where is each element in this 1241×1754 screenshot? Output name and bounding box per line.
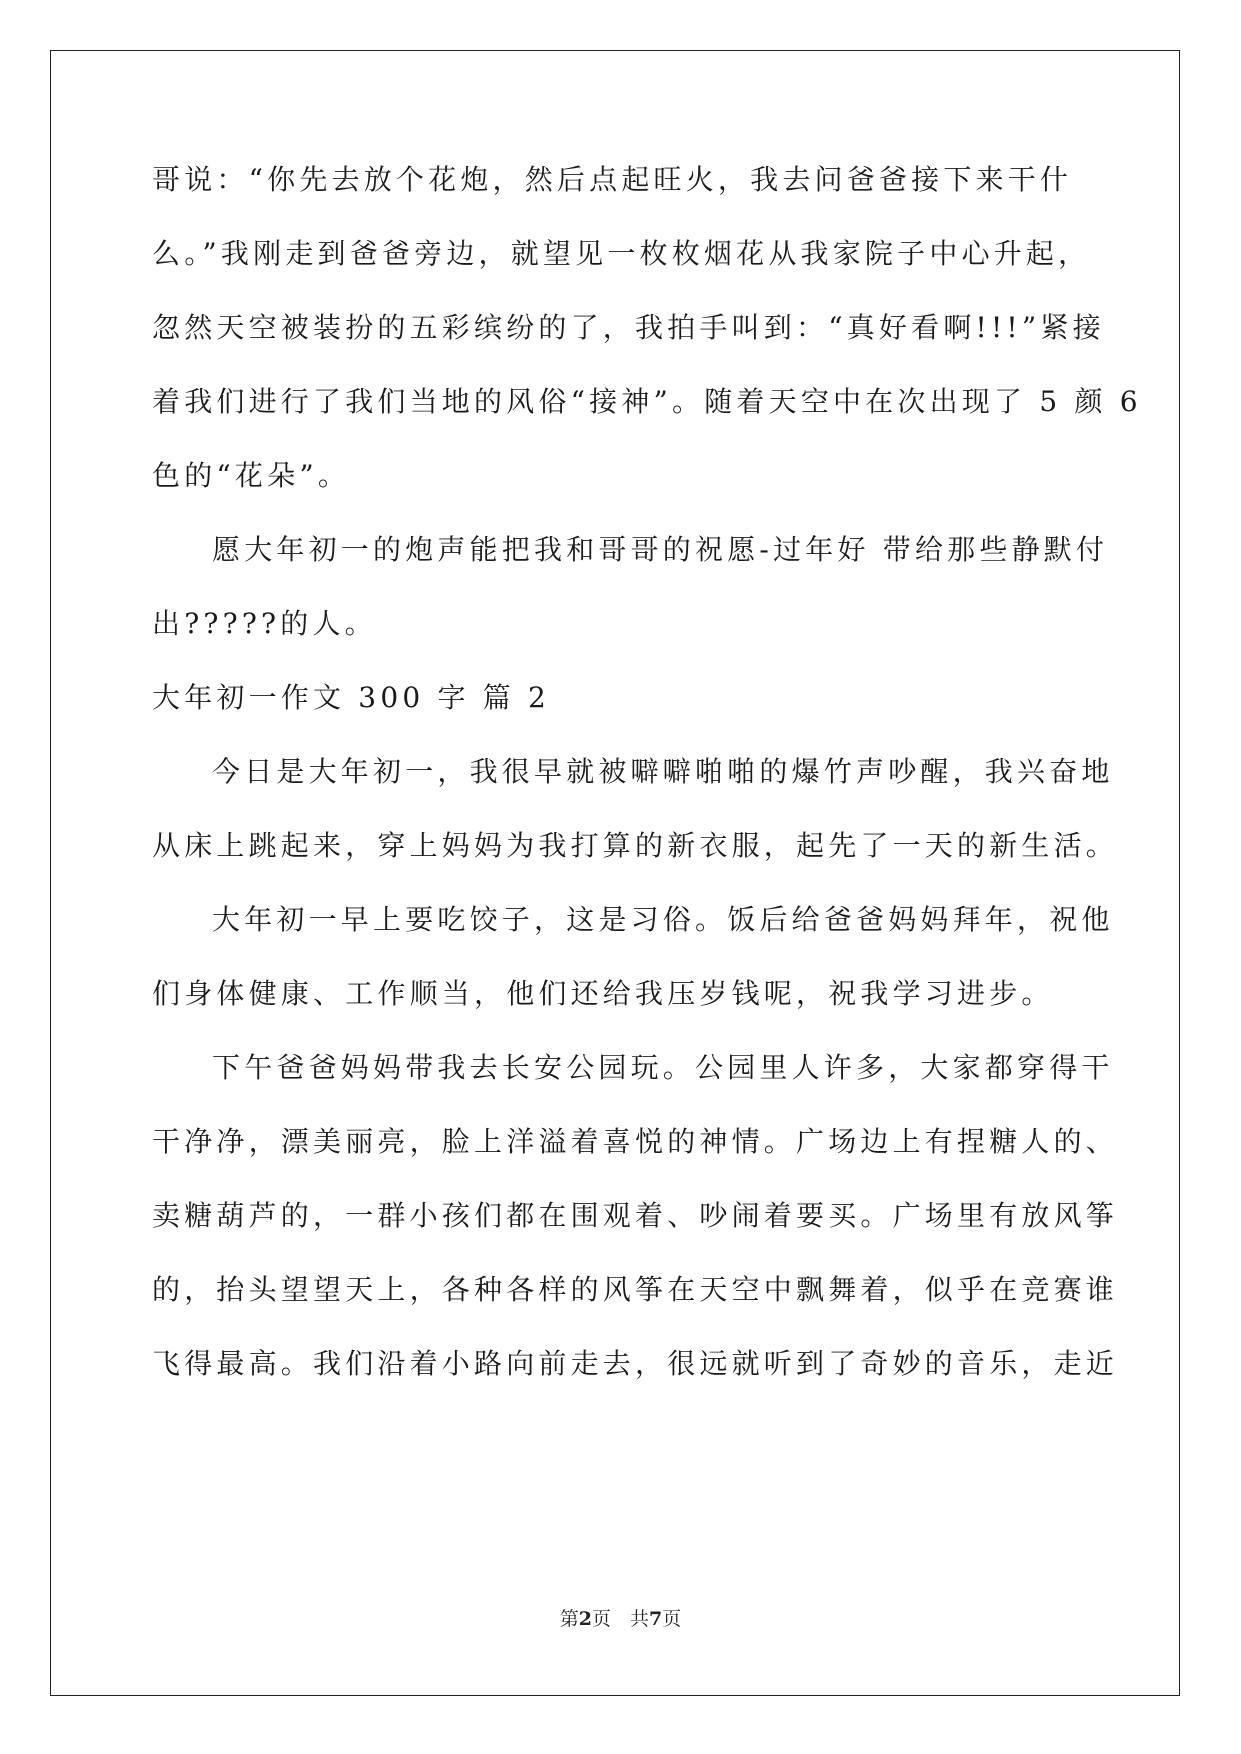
- page-border: [50, 50, 1180, 1696]
- text-line: 大年初一早上要吃饺子，这是习俗。饭后给爸爸妈妈拜年，祝他: [212, 903, 1114, 936]
- text-line: 愿大年初一的炮声能把我和哥哥的祝愿-过年好 带给那些静默付: [212, 533, 1109, 566]
- text-line: 哥说：“你先去放个花炮，然后点起旺火，我去问爸爸接下来干什: [152, 163, 1073, 196]
- text-line: 下午爸爸妈妈带我去长安公园玩。公园里人许多，大家都穿得干: [212, 1051, 1114, 1084]
- text-line: 忽然天空被装扮的五彩缤纷的了，我拍手叫到：“真好看啊!!!”紧接: [152, 311, 1105, 344]
- text-line: 今日是大年初一，我很早就被噼噼啪啪的爆竹声吵醒，我兴奋地: [212, 755, 1114, 788]
- section-heading: 大年初一作文 300 字 篇 2: [152, 681, 551, 714]
- text-line: 卖糖葫芦的，一群小孩们都在围观着、吵闹着要买。广场里有放风筝: [152, 1199, 1119, 1232]
- text-line: 出?????的人。: [152, 607, 377, 640]
- text-line: 飞得最高。我们沿着小路向前走去，很远就听到了奇妙的音乐，走近: [152, 1347, 1119, 1380]
- text-line: 么。”我刚走到爸爸旁边，就望见一枚枚烟花从我家院子中心升起，: [152, 237, 1091, 270]
- page-prefix: 第: [559, 1608, 579, 1630]
- current-page-number: 2: [578, 1608, 592, 1630]
- page-suffix: 页: [662, 1608, 682, 1630]
- text-line: 从床上跳起来，穿上妈妈为我打算的新衣服，起先了一天的新生活。: [152, 829, 1119, 862]
- page-footer: [0, 1604, 1241, 1631]
- text-line: 着我们进行了我们当地的风俗“接神”。随着天空中在次出现了 5 颜 6: [152, 385, 1142, 418]
- text-line: 干净净，漂美丽亮，脸上洋溢着喜悦的神情。广场边上有捏糖人的、: [152, 1125, 1119, 1158]
- text-line: 的，抬头望望天上，各种各样的风筝在天空中飘舞着，似乎在竞赛谁: [152, 1273, 1119, 1306]
- text-line: 们身体健康、工作顺当，他们还给我压岁钱呢，祝我学习进步。: [152, 977, 1054, 1010]
- text-line: 色的“花朵”。: [152, 459, 351, 492]
- total-page-number: 7: [649, 1608, 663, 1630]
- page-separator: 页 共: [591, 1608, 649, 1630]
